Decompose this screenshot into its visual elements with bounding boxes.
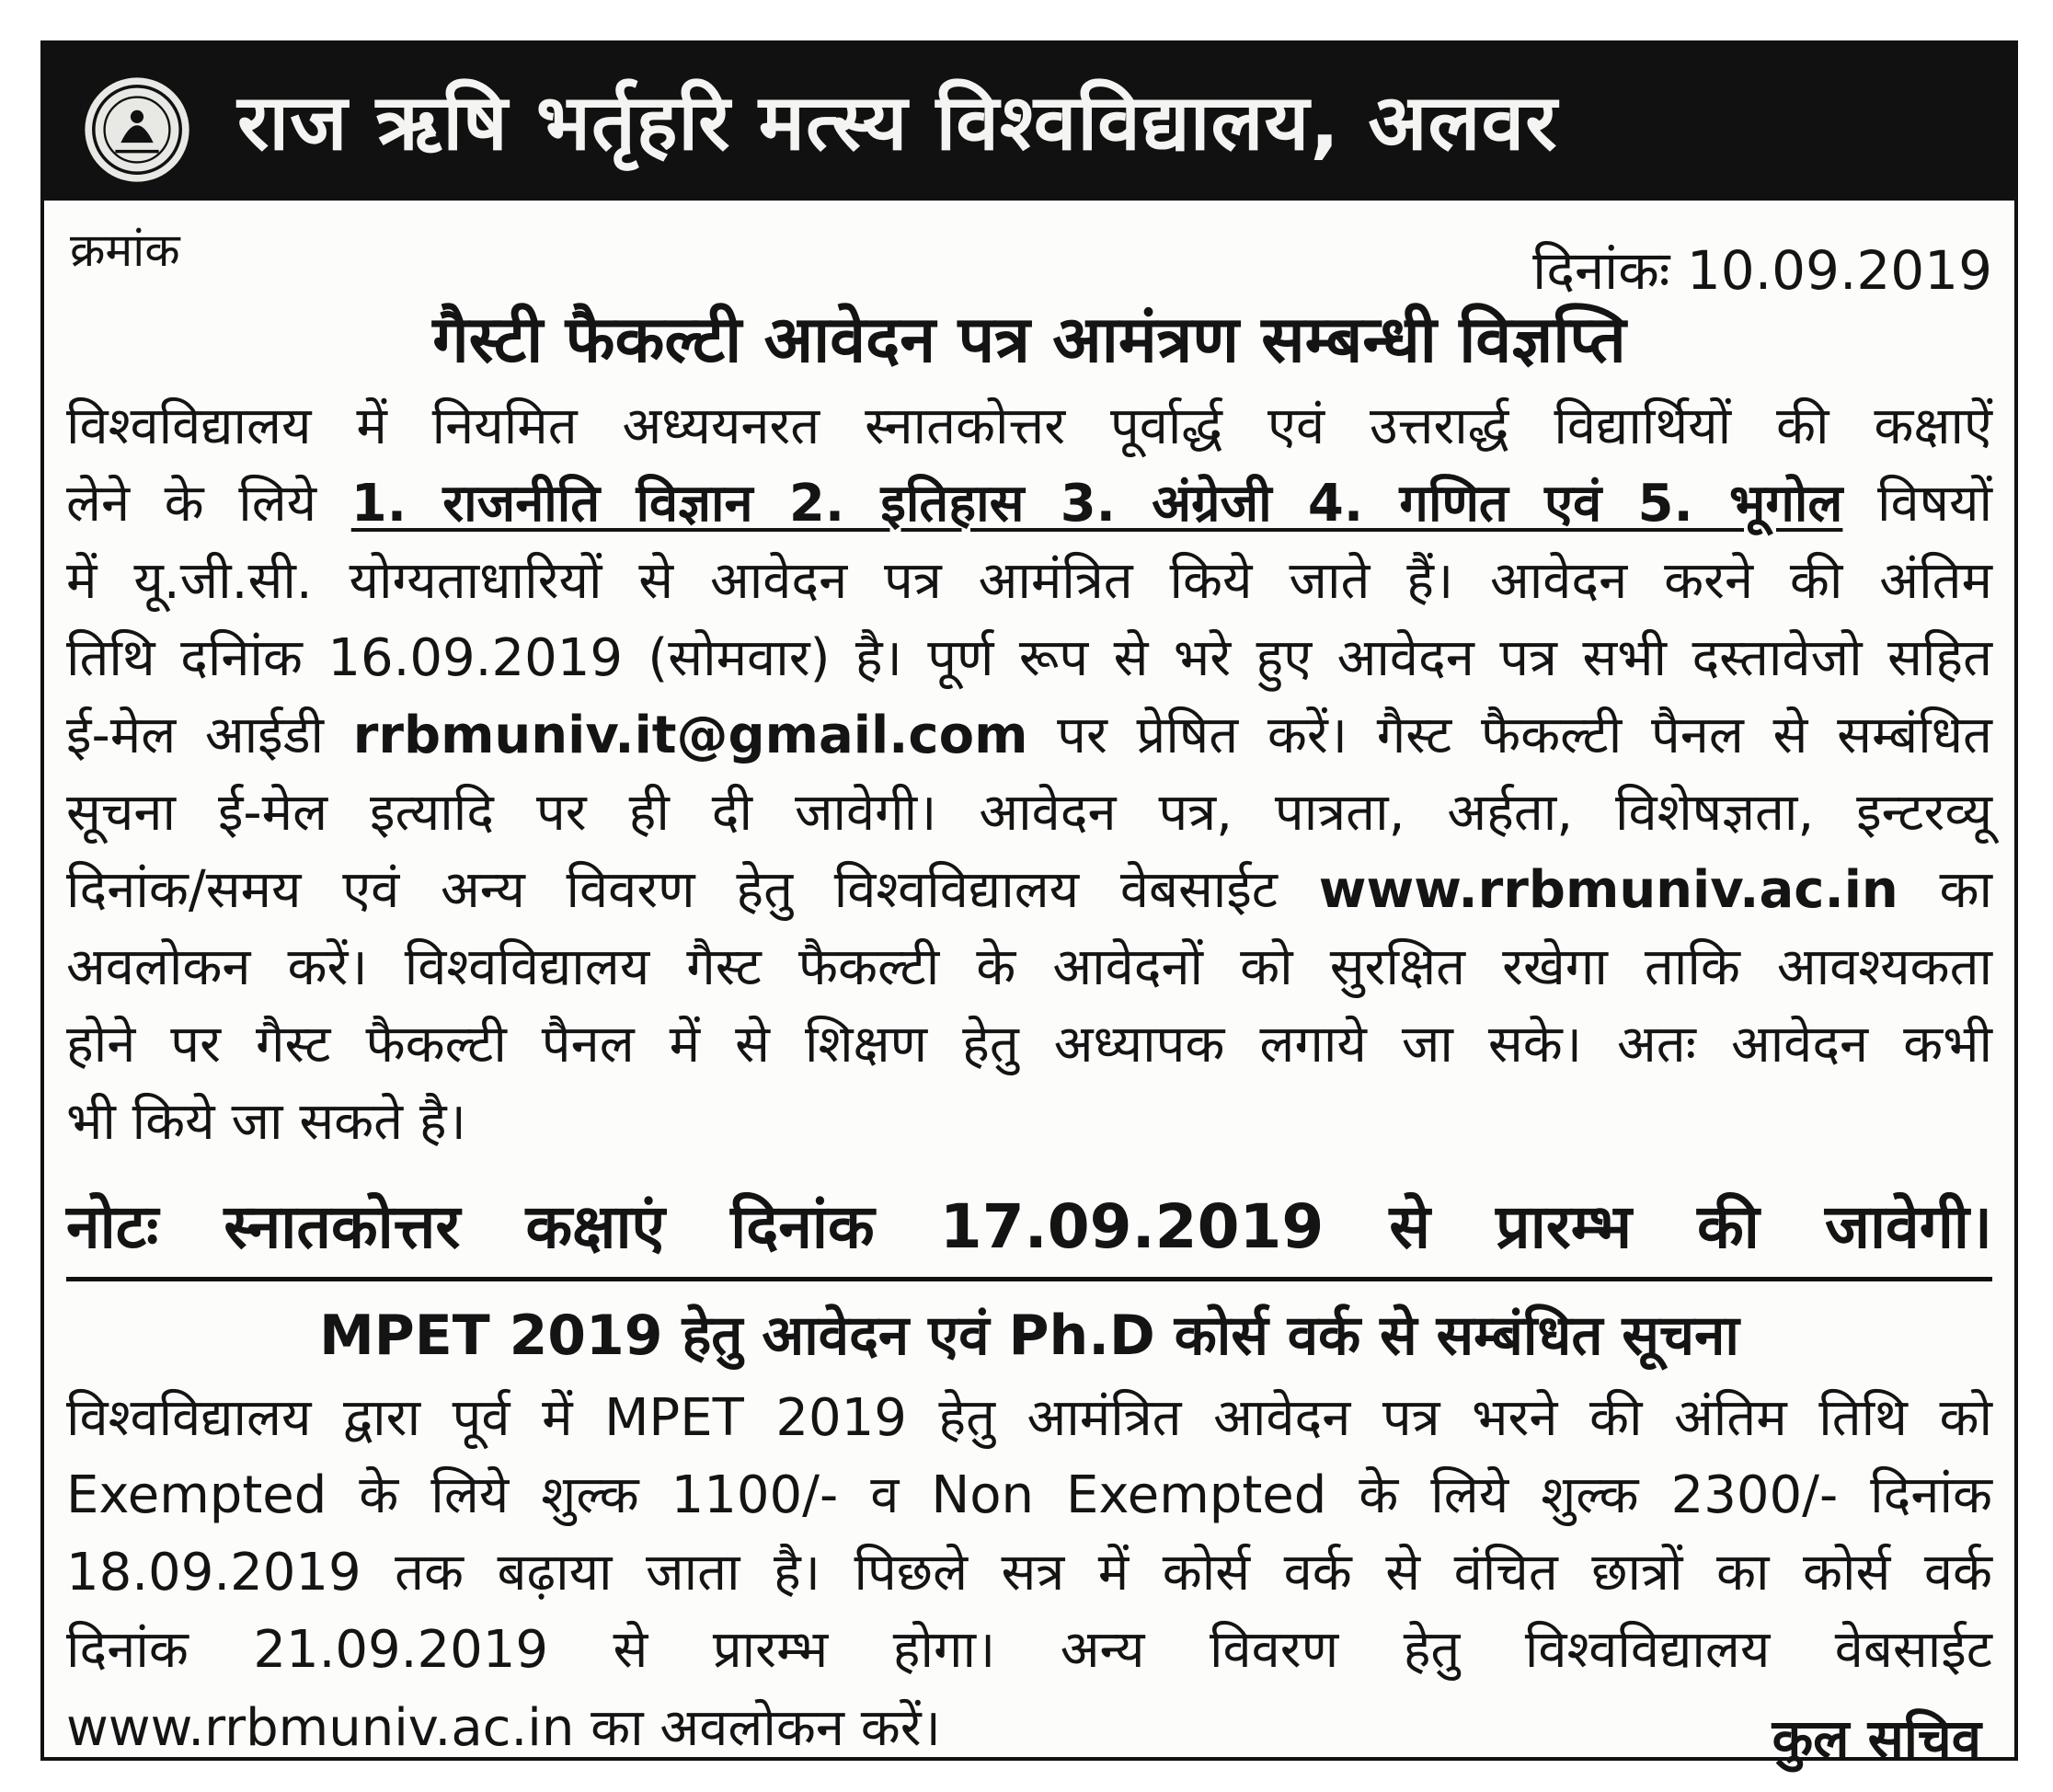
paragraph-line: [66, 697, 1992, 775]
paragraph-text: का: [1939, 860, 1992, 920]
paragraph-line: सूचना ई-मेल इत्यादि पर ही दी जावेगी। आवेदन पत्र, पात्रता, अर्हता, विशेषज्ञता, इन्टरव्यू: [66, 783, 1992, 843]
paragraph-line: विश्वविद्यालय द्वारा पूर्व में MPET 2019 हेतु आमंत्रित आवेदन पत्र भरने की अंतिम तिथि को: [66, 1388, 1992, 1448]
guest-faculty-paragraph: [66, 388, 1992, 1161]
mpet-paragraph: [66, 1380, 1992, 1689]
paragraph-text: दिनांक/समय एवं अन्य विवरण हेतु विश्वविद्यालय वेबसाईट: [66, 860, 1279, 920]
paragraph-line: www.rrbmuniv.ac.in का अवलोकन करें।: [66, 1698, 941, 1758]
notice-frame: [40, 40, 2018, 1770]
paragraph-line: में यू.जी.सी. योग्यताधारियों से आवेदन पत्र आमंत्रित किये जाते हैं। आवेदन करने की अंतिम: [66, 551, 1992, 611]
paragraph-line: [66, 465, 1992, 543]
university-name: राज ऋषि भर्तृहरि मत्स्य विश्वविद्यालय, अलवर: [237, 77, 1558, 167]
paragraph-text: पर प्रेषित करें। गैस्ट फैकल्टी पैनल से सम्बंधित: [1057, 706, 1992, 765]
paragraph-line: विश्वविद्यालय में नियमित अध्ययनरत स्नातकोत्तर पूर्वार्द्ध एवं उत्तरार्द्ध विद्यार्थियों की कक्षाऐं: [66, 396, 1992, 456]
paragraph-line: 18.09.2019 तक बढ़ाया जाता है। पिछले सत्र में कोर्स वर्क से वंचित छात्रों का कोर्स वर्क: [66, 1543, 1992, 1602]
paragraph-text: ई-मेल आईडी: [66, 706, 325, 765]
paragraph-text: लेने के लिये: [66, 474, 317, 534]
notice-date: दिनांकः 10.09.2019: [1532, 239, 1992, 302]
paragraph-line: अवलोकन करें। विश्वविद्यालय गैस्ट फैकल्टी के आवेदनों को सुरक्षित रखेगा ताकि आवश्यकता: [66, 937, 1992, 997]
classes-start-note: नोटः स्नातकोत्तर कक्षाएं दिनांक 17.09.2019 से प्रारम्भ की जावेगी।: [66, 1191, 1992, 1262]
email-address: rrbmuniv.it@gmail.com: [352, 706, 1028, 765]
reference-row: [70, 217, 1992, 302]
paragraph-line: तिथि दनिांक 16.09.2019 (सोमवार) है। पूर्ण रूप से भरे हुए आवेदन पत्र सभी दस्तावेजो सहित: [66, 628, 1992, 688]
registrar-signature: कुल सचिव: [1772, 1707, 1981, 1770]
mpet-heading: MPET 2019 हेतु आवेदन एवं Ph.D कोर्स वर्क से सम्बंधित सूचना: [319, 1304, 1739, 1368]
paragraph-line: [66, 852, 1992, 929]
section-divider: [66, 1277, 1992, 1281]
paragraph-line: होने पर गैस्ट फैकल्टी पैनल में से शिक्षण हेतु अध्यापक लगाये जा सके। अतः आवेदन कभी: [66, 1015, 1992, 1074]
paragraph-line: Exempted के लिये शुल्क 1100/- व Non Exempted के लिये शुल्क 2300/- दिनांक: [66, 1465, 1992, 1525]
website-url: www.rrbmuniv.ac.in: [1318, 860, 1898, 920]
reference-number-label: क्रमांक: [70, 224, 180, 277]
subjects-list: 1. राजनीति विज्ञान 2. इतिहास 3. अंग्रेजी 4. गणित एवं 5. भूगोल: [350, 474, 1843, 534]
notice-heading: गैस्टी फैकल्टी आवेदन पत्र आमंत्रण सम्बन्धी विज्ञप्ति: [432, 302, 1626, 377]
paragraph-line: भी किये जा सकते है।: [66, 1092, 466, 1152]
paragraph-text: विषयों: [1876, 474, 1992, 534]
university-seal-icon: [83, 75, 191, 184]
masthead: [44, 44, 2014, 201]
paragraph-line: दिनांक 21.09.2019 से प्रारम्भ होगा। अन्य विवरण हेतु विश्वविद्यालय वेबसाईट: [66, 1620, 1992, 1680]
